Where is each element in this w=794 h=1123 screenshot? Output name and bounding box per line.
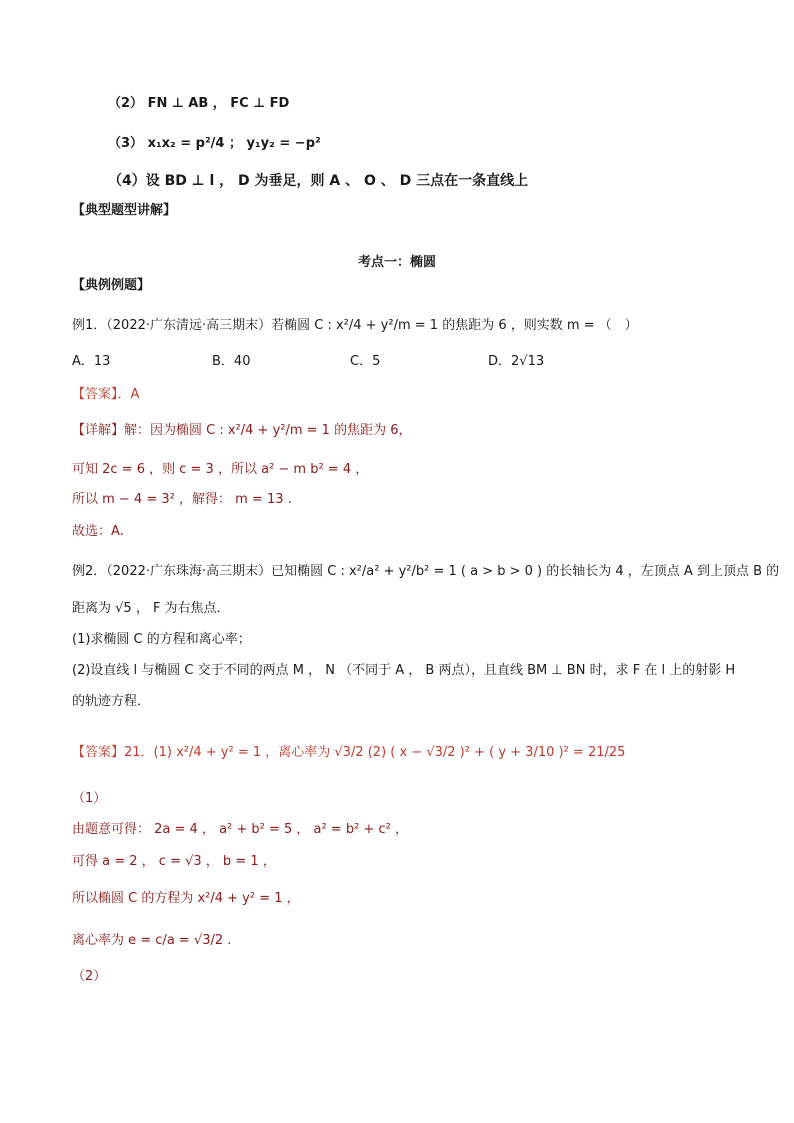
topic-heading: 考点一：椭圆: [357, 255, 436, 270]
example-1-question: 例1．（2022·广东清远·高三期末）若椭圆 C : x²/4 + y²/m = 1 的焦距为 6 ，则实数 m = （ ）: [72, 318, 638, 333]
example-1-step-2: 所以 m − 4 = 3² ，解得： m = 13 .: [72, 492, 292, 507]
example-2-question-line-1: 例2．（2022·广东珠海·高三期末）已知椭圆 C : x²/a² + y²/b² = 1 ( a > b > 0 ) 的长轴长为 4 ，左顶点 A 到上顶点 B 的: [72, 564, 780, 579]
example-1-answer: 【答案】．A: [72, 387, 140, 402]
solution-line-4: 离心率为 e = c/a = √3/2 .: [72, 933, 232, 948]
example-2-part-2-line-1: (2)设直线 l 与椭圆 C 交于不同的两点 M ， N （不同于 A ， B 两点），且直线 BM ⊥ BN 时，求 F 在 l 上的射影 H: [72, 663, 736, 678]
example-1-conclusion: 故选：A.: [72, 524, 124, 539]
example-2-question-line-2: 距离为 √5 ， F 为右焦点．: [72, 601, 230, 616]
option-b: B．40: [212, 354, 251, 369]
examples-heading: 【典例例题】: [72, 278, 151, 293]
solution-part-1-label: （1）: [72, 791, 107, 806]
answer-label: 【答案】21．(1) x²/4 + y² = 1 ，离心率为 √3/2 (2) ( x − √3/2 )² + ( y + 3/10 )² = 21/25: [72, 745, 626, 760]
example-2-part-2-line-2: 的轨迹方程．: [72, 694, 151, 709]
solution-line-2: 可得 a = 2 ， c = √3 ， b = 1 ，: [72, 854, 276, 869]
option-c: C．5: [350, 354, 381, 369]
property-3: （3） x₁x₂ = p²/4 ； y₁y₂ = −p²: [108, 136, 321, 151]
property-4: （4）设 BD ⊥ l ， D 为垂足，则 A 、 O 、 D 三点在一条直线上: [108, 173, 529, 189]
solution-part-2-label: （2）: [72, 969, 107, 984]
example-2-part-1: (1)求椭圆 C 的方程和离心率；: [72, 632, 251, 647]
option-a: A．13: [72, 354, 111, 369]
property-2: （2） FN ⊥ AB ， FC ⊥ FD: [108, 96, 290, 111]
example-1-step-1: 可知 2c = 6 ，则 c = 3 ，所以 a² − m b² = 4 ，: [72, 462, 369, 477]
section-heading: 【典型题型讲解】: [72, 203, 177, 218]
option-d: D．2√13: [488, 354, 545, 369]
solution-line-3: 所以椭圆 C 的方程为 x²/4 + y² = 1 ，: [72, 891, 300, 906]
solution-line-1: 由题意可得： 2a = 4 ， a² + b² = 5 ， a² = b² + c² ，: [72, 822, 409, 837]
example-2-answer: [72, 743, 625, 763]
example-1-detail: 【详解】解：因为椭圆 C : x²/4 + y²/m = 1 的焦距为 6，: [72, 423, 412, 438]
